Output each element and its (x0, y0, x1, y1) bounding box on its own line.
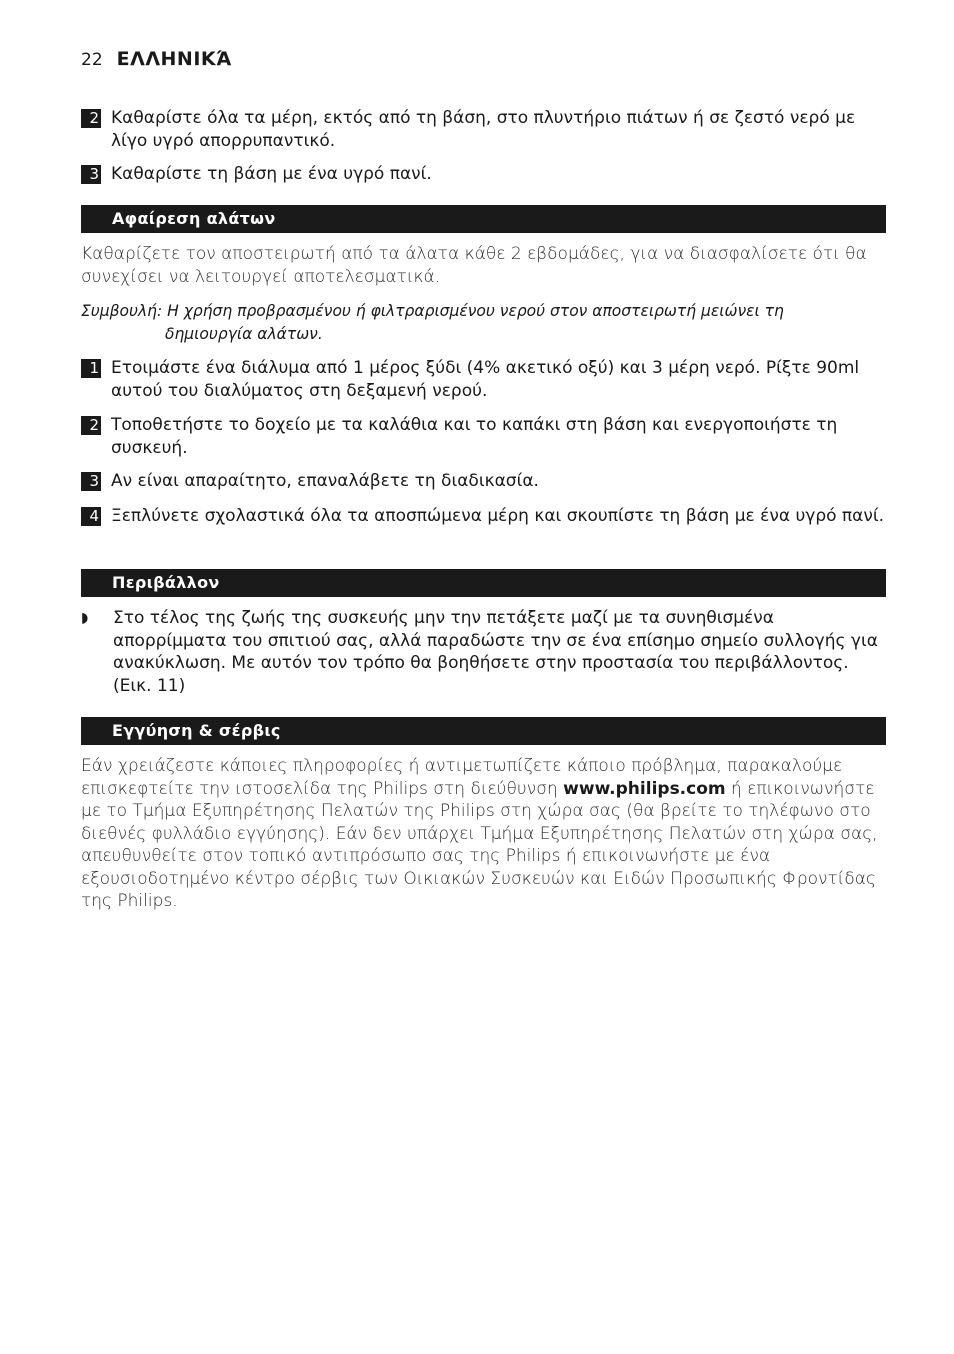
step-text: Τοποθετήστε το δοχείο με τα καλάθια και το καπάκι στη βάση και ενεργοποιήστε τη συσκευή. (111, 415, 838, 458)
descaling-intro: Καθαρίζετε τον αποστειρωτή από τα άλατα κάθε 2 εβδομάδες, για να διασφαλίσετε ότι θα συνεχίσει να λειτουργεί αποτελεσματικά. (81, 244, 867, 287)
tip-label: Συμβουλή: (81, 302, 163, 320)
page-header (81, 48, 232, 74)
step-text: Καθαρίστε όλα τα μέρη, εκτός από τη βάση, στο πλυντήριο πιάτων ή σε ζεστό νερό με λίγο υγρό απορρυπαντικό. (111, 108, 856, 151)
guarantee-text-start: Εάν χρειάζεστε κάποιες πληροφορίες ή αντιμετωπίζετε κάποιο πρόβλημα, παρακαλούμε επισκεφτείτε την ιστοσελίδα της Philips στη διεύθυνση (81, 756, 843, 799)
figure-reference: (Εικ. 11) (113, 675, 186, 696)
tip-note (81, 300, 886, 345)
philips-website-link[interactable]: www.philips.com (563, 778, 726, 799)
section-bar-descaling (81, 205, 886, 233)
environment-text: Στο τέλος της ζωής της συσκευής μην την πετάξετε μαζί με τα συνηθισμένα απορρίμματα του σπιτιού σας, αλλά παραδώστε την σε ένα επίσημο σημείο συλλογής για ανακύκλωση. Με αυτόν τον τρόπο θα βοηθήσετε στην προστασία του περιβάλλοντος. (113, 608, 878, 673)
section-bar-guarantee (81, 717, 886, 745)
guarantee-text-end: ή επικοινωνήστε με το Τμήμα Εξυπηρέτησης Πελατών της Philips στη χώρα σας (θα βρείτε το τηλέφωνο στο διεθνές φυλλάδιο εγγύησης). Εάν δεν υπάρχει Τμήμα Εξυπηρέτησης Πελατών στη χώρα σας, απευθυνθείτε στον τοπικό αντιπρόσωπο σας της Philips ή επικοινωνήστε με ένα εξουσιοδοτημένο κέντρο σέρβις των Οικιακών Συσκευών και Ειδών Προσωπικής Φροντίδας της Philips. (81, 778, 878, 911)
language-heading: ΕΛΛΗΝΙΚΆ (116, 48, 232, 70)
cleaning-step-2 (81, 107, 886, 152)
step-number-badge: 3 (81, 165, 101, 184)
tip-text-line1: Η χρήση προβρασμένου ή φιλτραρισμένου νερού στον αποστειρωτή μειώνει τη (167, 302, 784, 320)
tip-text-line2: δημιουργία αλάτων. (165, 324, 323, 343)
step-number-badge: 1 (81, 359, 101, 378)
descaling-step-2 (81, 414, 886, 459)
guarantee-text (81, 755, 886, 913)
step-number-badge: 4 (81, 507, 101, 526)
descaling-step-1 (81, 357, 886, 402)
step-text: Ετοιμάστε ένα διάλυμα από 1 μέρος ξύδι (4% ακετικό οξύ) και 3 μέρη νερό. Ρίξτε 90ml αυτού του διαλύματος στη δεξαμενή νερού. (111, 358, 860, 401)
step-number-badge: 2 (81, 416, 101, 435)
section-title: Περιβάλλον (112, 573, 220, 592)
step-number-badge: 2 (81, 109, 101, 128)
step-text: Ξεπλύνετε σχολαστικά όλα τα αποσπώμενα μέρη και σκουπίστε τη βάση με ένα υγρό πανί. (111, 506, 885, 526)
page-number: 22 (81, 50, 103, 70)
step-text: Καθαρίστε τη βάση με ένα υγρό πανί. (111, 164, 432, 184)
bullet-text (113, 607, 886, 697)
cleaning-step-3 (81, 163, 886, 186)
section-title: Εγγύηση & σέρβις (112, 721, 281, 740)
section-title: Αφαίρεση αλάτων (112, 209, 276, 228)
descaling-step-3 (81, 470, 886, 493)
descaling-step-4 (81, 505, 886, 528)
step-number-badge: 3 (81, 472, 101, 491)
step-text: Αν είναι απαραίτητο, επαναλάβετε τη διαδικασία. (111, 471, 539, 491)
section-bar-environment (81, 569, 886, 597)
environment-bullet (81, 607, 886, 697)
bullet-icon: ◗ (81, 610, 89, 626)
